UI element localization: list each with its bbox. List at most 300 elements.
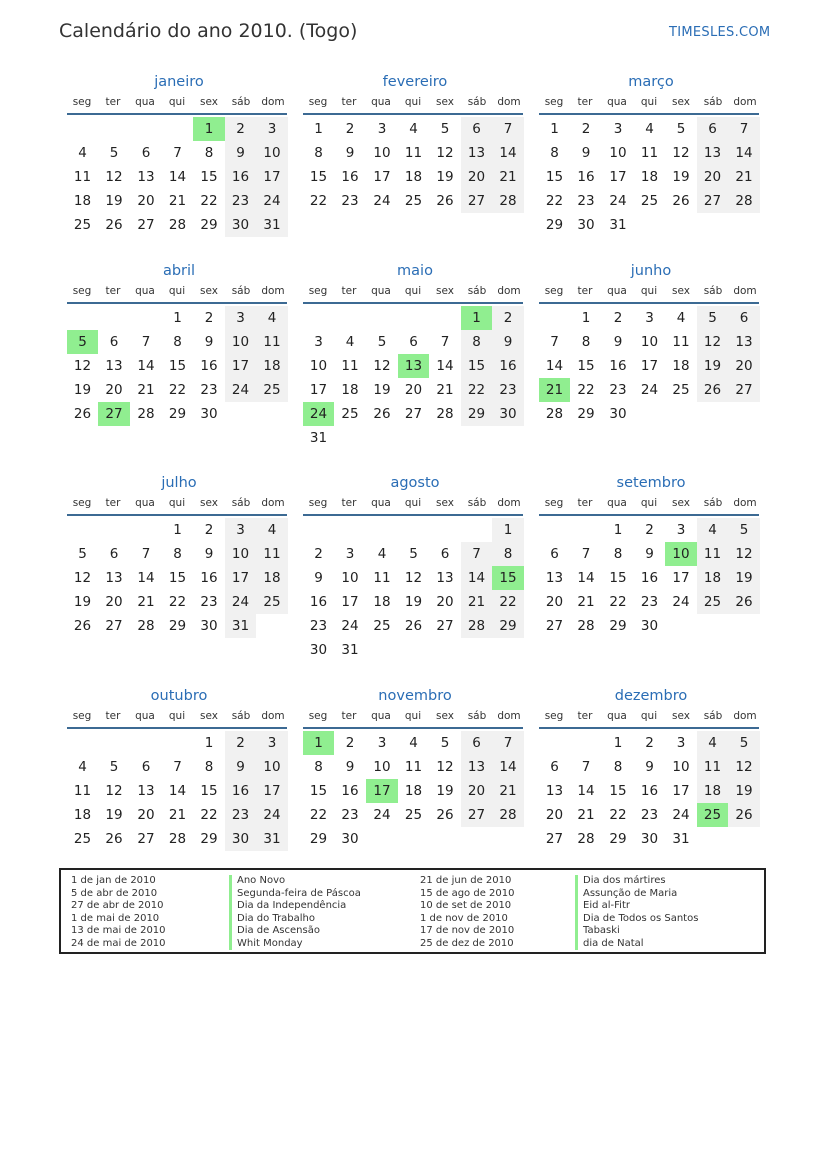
day-cell: 1 [314,121,323,137]
day-cell: 20 [137,193,155,209]
day-cell: 17 [640,358,659,374]
day-cell: 29 [545,217,564,233]
empty-cell [67,518,98,542]
day-cell: 24 [672,807,690,823]
day-cell: 19 [73,594,92,610]
day-cell: 2 [345,735,355,751]
day-cell: 2 [613,310,623,326]
day-cell: 26 [73,618,92,634]
month-dezembro [539,686,763,851]
empty-cell [98,306,130,330]
day-cell: 22 [461,378,492,402]
weekday-label: dom [261,497,285,509]
weekday-label: ter [577,497,593,509]
day-cell: 3 [256,731,288,755]
weekday-label: ter [105,285,121,297]
day-cell: 15 [309,783,328,799]
empty-cell [398,306,429,330]
day-cell: 4 [409,121,418,137]
day-cell: 25 [404,193,423,209]
day-cell: 17 [225,566,256,590]
weekday-label: qua [371,96,391,108]
day-cell: 7 [141,546,151,562]
weekday-label: dom [261,285,285,297]
day-grid [303,117,524,213]
weekday-label: sáb [703,710,723,722]
day-cell: 23 [225,189,256,213]
weekday-label: seg [308,285,328,297]
day-cell: 5 [728,731,760,755]
empty-cell [429,518,461,542]
weekday-label: qui [640,497,658,509]
day-cell: 2 [345,121,355,137]
day-cell: 10 [672,759,690,775]
weekday-label: seg [72,710,92,722]
day-cell: 7 [492,731,524,755]
day-cell: 4 [256,518,288,542]
day-cell: 8 [173,334,182,350]
day-cell: 12 [73,358,92,374]
weekday-label: sex [672,497,690,509]
site-brand-link[interactable]: TIMESLES.COM [669,25,771,40]
day-cell: 26 [697,378,728,402]
day-cell: 9 [204,546,214,562]
day-grid [539,306,760,426]
day-cell: 11 [672,334,690,350]
day-cell: 2 [204,310,214,326]
day-cell: 7 [173,759,182,775]
holiday-day-cell: 25 [697,803,728,827]
page-title: Calendário do ano 2010. (Togo) [59,20,358,42]
weekday-header [539,495,763,512]
weekday-header [539,94,763,111]
day-cell: 1 [613,735,623,751]
weekday-label: sáb [703,285,723,297]
day-cell: 20 [728,354,760,378]
day-cell: 28 [436,406,454,422]
day-cell: 30 [309,642,328,658]
holiday-day-cell: 1 [303,731,334,755]
weekday-header [67,94,291,111]
day-cell: 14 [168,783,187,799]
day-cell: 5 [109,145,119,161]
day-cell: 23 [341,193,359,209]
header-divider [303,113,523,115]
day-cell: 21 [137,594,155,610]
weekday-label: dom [733,497,757,509]
day-cell: 6 [141,145,151,161]
day-cell: 8 [492,542,524,566]
day-cell: 10 [609,145,627,161]
weekday-label: qui [640,96,658,108]
day-cell: 26 [672,193,690,209]
empty-cell [303,518,334,542]
day-cell: 7 [492,117,524,141]
weekday-label: sex [200,285,218,297]
day-cell: 30 [341,831,359,847]
header-divider [67,302,287,304]
day-cell: 21 [436,382,454,398]
weekday-label: ter [105,96,121,108]
weekday-label: seg [544,497,564,509]
weekday-label: sáb [703,96,723,108]
day-cell: 8 [204,145,214,161]
day-cell: 29 [461,402,492,426]
day-cell: 31 [256,213,288,237]
day-cell: 24 [256,803,288,827]
legend-date: 24 de mai de 2010 [71,937,166,949]
day-cell: 6 [550,546,559,562]
day-cell: 12 [73,570,92,586]
day-cell: 30 [492,402,524,426]
empty-cell [98,518,130,542]
weekday-label: seg [308,96,328,108]
weekday-label: dom [733,96,757,108]
day-cell: 16 [225,779,256,803]
legend-names-col-2 [575,875,698,950]
day-cell: 6 [109,546,119,562]
legend-date: 10 de set de 2010 [420,900,512,911]
holiday-day-cell: 15 [492,566,524,590]
day-cell: 8 [581,334,591,350]
day-cell: 4 [78,145,87,161]
weekday-label: sáb [231,497,251,509]
weekday-label: qua [607,497,627,509]
day-cell: 31 [256,827,288,851]
weekday-label: dom [261,710,285,722]
day-cell: 21 [577,594,595,610]
empty-cell [98,731,130,755]
day-cell: 14 [545,358,564,374]
month-name: outubro [150,688,208,704]
day-cell: 19 [436,169,454,185]
day-grid [539,518,760,638]
day-cell: 18 [73,807,92,823]
weekday-label: qua [607,96,627,108]
day-cell: 29 [609,618,627,634]
day-cell: 21 [728,165,760,189]
day-cell: 10 [373,145,391,161]
weekday-label: seg [308,497,328,509]
day-cell: 5 [676,121,686,137]
day-cell: 11 [404,759,423,775]
weekday-label: qui [168,710,186,722]
month-name: fevereiro [382,74,448,90]
day-cell: 19 [728,779,760,803]
day-cell: 1 [550,121,559,137]
weekday-label: qui [168,285,186,297]
weekday-label: sex [436,710,454,722]
weekday-label: sex [672,285,690,297]
day-cell: 7 [550,334,559,350]
day-cell: 6 [109,334,119,350]
day-cell: 8 [204,759,214,775]
day-cell: 8 [314,145,323,161]
weekday-header [303,94,527,111]
empty-cell [570,518,602,542]
day-cell: 3 [676,522,686,538]
weekday-label: dom [497,710,521,722]
day-cell: 25 [404,807,423,823]
day-cell: 9 [492,330,524,354]
weekday-label: sáb [467,285,487,297]
day-cell: 21 [492,779,524,803]
day-cell: 18 [373,594,391,610]
weekday-header [67,283,291,300]
day-cell: 6 [440,546,450,562]
day-cell: 3 [314,334,323,350]
day-cell: 9 [345,145,355,161]
day-cell: 30 [577,217,595,233]
holiday-day-cell: 24 [303,402,334,426]
day-cell: 24 [640,382,659,398]
day-cell: 2 [645,522,654,538]
day-cell: 3 [645,310,654,326]
day-cell: 31 [672,831,690,847]
day-cell: 11 [73,783,92,799]
day-cell: 25 [697,590,728,614]
day-cell: 28 [545,406,564,422]
day-cell: 30 [640,831,659,847]
month-novembro [303,686,527,851]
day-cell: 11 [256,330,288,354]
day-cell: 24 [225,378,256,402]
day-cell: 12 [697,330,728,354]
day-grid [303,518,524,662]
weekday-label: sáb [467,96,487,108]
empty-cell [130,306,162,330]
day-cell: 27 [545,618,564,634]
month-name: dezembro [614,688,688,704]
day-cell: 29 [609,831,627,847]
day-cell: 25 [256,378,288,402]
weekday-label: seg [72,285,92,297]
day-cell: 16 [341,169,359,185]
weekday-label: qua [135,285,155,297]
weekday-label: ter [577,285,593,297]
day-cell: 16 [200,358,218,374]
day-cell: 20 [436,594,454,610]
weekday-label: seg [544,710,564,722]
day-cell: 12 [672,145,690,161]
day-cell: 11 [697,542,728,566]
day-cell: 19 [373,382,391,398]
day-cell: 29 [492,614,524,638]
day-cell: 8 [314,759,323,775]
day-cell: 9 [581,145,591,161]
day-cell: 26 [105,217,123,233]
weekday-label: sáb [467,710,487,722]
empty-cell [334,518,366,542]
day-cell: 1 [173,310,182,326]
weekday-label: qua [607,710,627,722]
weekday-label: seg [544,96,564,108]
day-cell: 17 [672,570,690,586]
month-name: março [628,74,674,90]
day-cell: 14 [492,141,524,165]
day-cell: 29 [577,406,595,422]
weekday-label: qua [371,710,391,722]
day-cell: 13 [728,330,760,354]
header-divider [539,302,759,304]
day-cell: 31 [225,614,256,638]
day-cell: 24 [256,189,288,213]
weekday-label: sex [436,96,454,108]
day-cell: 30 [225,213,256,237]
day-cell: 9 [645,759,654,775]
day-cell: 29 [200,831,218,847]
day-cell: 22 [200,807,218,823]
day-cell: 1 [613,522,623,538]
day-cell: 18 [404,783,423,799]
day-cell: 6 [697,117,728,141]
weekday-label: ter [105,710,121,722]
legend-dates-col-2 [420,875,514,950]
day-cell: 19 [697,354,728,378]
legend-holiday-name: Dia do Trabalho [229,913,361,926]
day-cell: 13 [137,169,155,185]
day-cell: 13 [105,358,123,374]
header-divider [303,514,523,516]
day-cell: 11 [697,755,728,779]
day-cell: 18 [697,779,728,803]
day-cell: 17 [225,354,256,378]
day-cell: 5 [728,518,760,542]
weekday-label: qui [640,710,658,722]
month-name: junho [630,263,672,279]
day-cell: 5 [377,334,387,350]
day-cell: 3 [225,518,256,542]
day-cell: 23 [309,618,328,634]
day-cell: 13 [545,570,564,586]
day-cell: 13 [105,570,123,586]
legend-holiday-name: Segunda-feira de Páscoa [229,888,361,901]
header-divider [539,514,759,516]
weekday-label: seg [72,96,92,108]
weekday-label: sáb [231,285,251,297]
day-cell: 12 [728,542,760,566]
day-cell: 17 [609,169,627,185]
month-name: janeiro [154,74,204,90]
header-divider [67,113,287,115]
holiday-day-cell: 1 [461,306,492,330]
empty-cell [98,117,130,141]
header-divider [67,514,287,516]
weekday-header [303,495,527,512]
empty-cell [67,306,98,330]
day-cell: 27 [697,189,728,213]
day-cell: 14 [137,570,155,586]
weekday-label: ter [577,710,593,722]
day-cell: 22 [609,594,627,610]
day-cell: 28 [168,831,187,847]
empty-cell [334,306,366,330]
day-cell: 15 [200,169,218,185]
day-cell: 27 [436,618,454,634]
legend-date: 21 de jun de 2010 [420,875,512,886]
weekday-header [539,283,763,300]
day-cell: 24 [672,594,690,610]
day-cell: 18 [404,169,423,185]
empty-cell [303,306,334,330]
day-cell: 18 [341,382,359,398]
day-cell: 11 [640,145,659,161]
day-cell: 9 [645,546,654,562]
empty-cell [539,518,570,542]
day-cell: 25 [256,590,288,614]
day-cell: 11 [256,542,288,566]
day-cell: 11 [404,145,423,161]
day-cell: 21 [577,807,595,823]
day-cell: 30 [609,406,627,422]
day-grid [67,306,288,426]
day-cell: 26 [73,406,92,422]
day-cell: 5 [697,306,728,330]
day-grid [67,117,288,237]
day-cell: 2 [204,522,214,538]
day-cell: 5 [409,546,418,562]
holiday-day-cell: 5 [67,330,98,354]
month-julho [67,473,291,638]
day-cell: 23 [200,594,218,610]
day-cell: 19 [436,783,454,799]
day-cell: 5 [78,546,87,562]
day-cell: 16 [609,358,627,374]
day-cell: 13 [461,755,492,779]
day-cell: 6 [550,759,559,775]
day-cell: 14 [577,570,595,586]
day-cell: 30 [225,827,256,851]
day-cell: 19 [73,382,92,398]
day-grid [303,731,524,851]
month-outubro [67,686,291,851]
day-cell: 31 [609,217,627,233]
empty-cell [429,306,461,330]
day-cell: 3 [377,121,387,137]
day-cell: 25 [672,382,690,398]
day-cell: 30 [200,618,218,634]
weekday-label: seg [72,497,92,509]
day-cell: 28 [492,189,524,213]
day-cell: 21 [168,807,187,823]
day-cell: 25 [73,217,92,233]
month-name: julho [161,475,197,491]
legend-date: 1 de nov de 2010 [420,912,508,924]
day-cell: 18 [256,354,288,378]
day-cell: 12 [105,169,123,185]
day-cell: 24 [373,807,391,823]
weekday-header [303,708,527,725]
day-cell: 23 [341,807,359,823]
day-cell: 22 [309,807,328,823]
day-cell: 7 [581,759,591,775]
day-cell: 4 [256,306,288,330]
day-cell: 5 [109,759,119,775]
day-cell: 15 [609,783,627,799]
day-cell: 18 [697,566,728,590]
legend-holiday-name: Dia dos mártires [575,875,698,888]
day-cell: 26 [728,590,760,614]
day-cell: 8 [613,546,623,562]
day-cell: 4 [78,759,87,775]
header-divider [303,727,523,729]
day-cell: 23 [200,382,218,398]
day-grid [539,117,760,237]
day-grid [67,731,288,851]
legend-holiday-name: Dia de Todos os Santos [575,913,698,926]
day-cell: 7 [141,334,151,350]
day-cell: 7 [581,546,591,562]
